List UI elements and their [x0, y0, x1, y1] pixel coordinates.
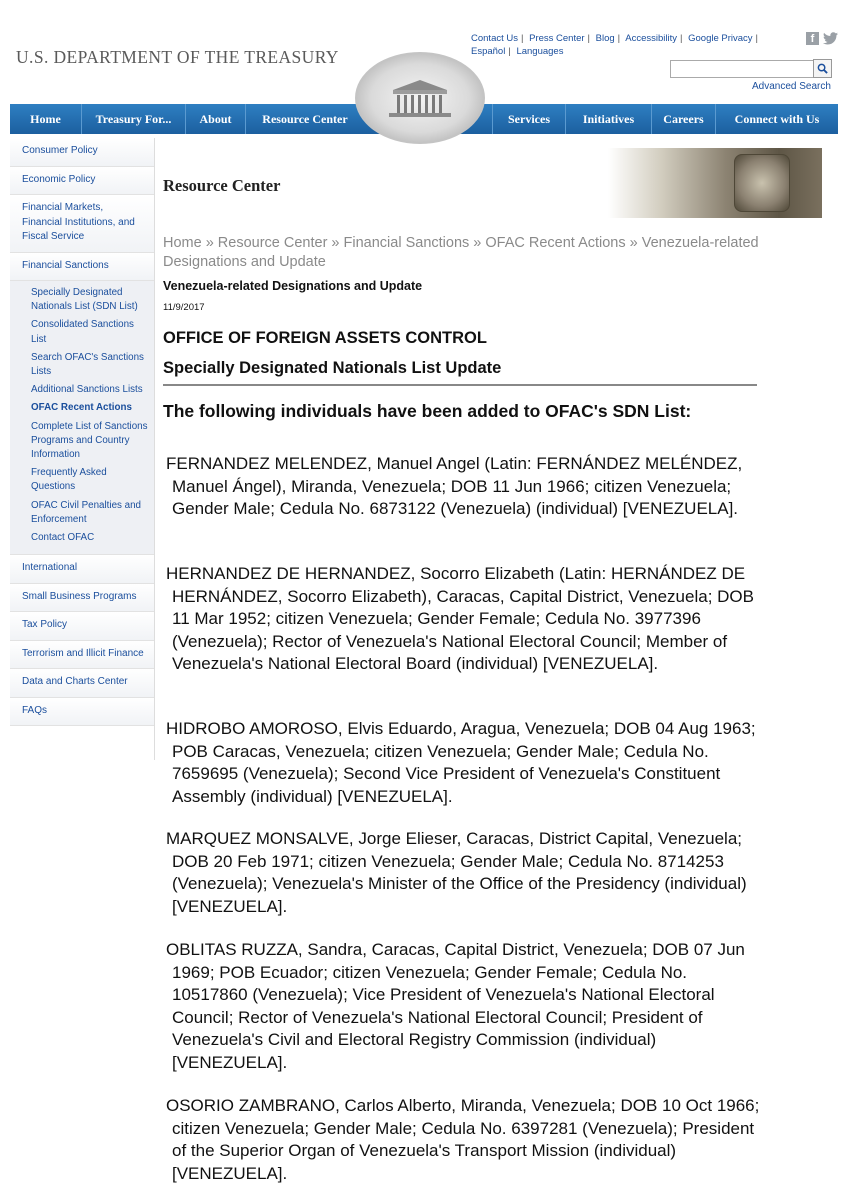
sidebar-item-international[interactable]: International [10, 555, 154, 584]
sidebar-subitem-sanctions-programs[interactable]: Complete List of Sanctions Programs and Country Information [31, 420, 148, 461]
site-title[interactable]: U.S. DEPARTMENT OF THE TREASURY [16, 47, 339, 67]
sidebar-subitem-contact-ofac[interactable]: Contact OFAC [31, 532, 95, 544]
nav-careers[interactable]: Careers [652, 104, 716, 134]
nav-services[interactable]: Services [492, 104, 566, 134]
sdn-entry [166, 1095, 766, 1185]
divider [163, 384, 757, 386]
sidebar-item-terrorism[interactable]: Terrorism and Illicit Finance [10, 641, 154, 670]
office-title: OFFICE OF FOREIGN ASSETS CONTROL [163, 329, 487, 347]
google-privacy-link[interactable]: Google Privacy [688, 33, 753, 44]
utility-links [471, 32, 761, 58]
facebook-icon[interactable]: f [806, 32, 819, 45]
nav-initiatives[interactable]: Initiatives [566, 104, 652, 134]
sidebar-item-faqs[interactable]: FAQs [10, 698, 154, 727]
press-center-link[interactable]: Press Center [529, 33, 585, 44]
sidebar-item-financial-sanctions[interactable]: Financial Sanctions [10, 253, 154, 282]
sidebar-subitem-ofac-recent-actions[interactable]: OFAC Recent Actions [31, 402, 132, 414]
sidebar-item-economic-policy[interactable]: Economic Policy [10, 167, 154, 196]
sdn-entry-text: FERNANDEZ MELENDEZ, Manuel Angel (Latin: FERNÁNDEZ MELÉNDEZ, Manuel Ángel), Miranda, Venezuela; DOB 11 Jun 1966; citizen Venezuela; Gender Male; Cedula No. 6873122 (Venezuela) (individual) [VENEZUELA]. [166, 454, 743, 518]
resource-center-banner [608, 148, 822, 218]
sdn-entry [166, 828, 766, 918]
nav-treasury-for[interactable]: Treasury For... [82, 104, 186, 134]
blog-link[interactable]: Blog [595, 33, 615, 44]
treasury-building-seal[interactable] [355, 52, 485, 144]
search-input[interactable] [670, 60, 818, 78]
nav-about[interactable]: About [186, 104, 246, 134]
treasury-building-icon [385, 78, 455, 118]
sdn-entry [166, 718, 766, 808]
sidebar-item-tax-policy[interactable]: Tax Policy [10, 612, 154, 641]
nav-home[interactable]: Home [10, 104, 82, 134]
separator: | [755, 33, 759, 44]
treasury-seal-icon [734, 154, 790, 212]
publish-date: 11/9/2017 [163, 302, 205, 313]
search-icon [817, 63, 828, 74]
sdn-entry-text: HERNANDEZ DE HERNANDEZ, Socorro Elizabeth (Latin: HERNÁNDEZ DE HERNÁNDEZ, Socorro Elizabeth), Caracas, Capital District, Venezuela; DOB 11 Mar 1952; citizen Venezuela; Gender Female; Cedula No. 3977396 (Venezuela); Rector of Venezuela's National Electoral Council; Member of Venezuela's National Electoral Board (individual) [VENEZUELA]. [166, 564, 754, 673]
separator: | [508, 46, 511, 57]
sidebar-submenu [10, 281, 154, 555]
sidebar-subitem-faq[interactable]: Frequently Asked Questions [31, 467, 107, 493]
sdn-entry-text: OBLITAS RUZZA, Sandra, Caracas, Capital District, Venezuela; DOB 07 Jun 1969; POB Ecuador; citizen Venezuela; Gender Female; Cedula No. 10517860 (Venezuela); Vice President of Venezuela's National Electoral Council; Rector of Venezuela's National Electoral Council; President of Venezuela's Civil and Electoral Registry Commission (individual) [VENEZUELA]. [166, 940, 745, 1072]
twitter-icon[interactable] [823, 32, 838, 45]
sidebar-item-consumer-policy[interactable]: Consumer Policy [10, 138, 154, 167]
sdn-update-title: Specially Designated Nationals List Update [163, 359, 502, 377]
section-title: Resource Center [163, 176, 281, 195]
sidebar-subitem-sdn-list[interactable]: Specially Designated Nationals List (SDN List) [31, 287, 138, 313]
contact-us-link[interactable]: Contact Us [471, 33, 518, 44]
sdn-entry-text: HIDROBO AMOROSO, Elvis Eduardo, Aragua, Venezuela; DOB 04 Aug 1963; POB Caracas, Venezuela; citizen Venezuela; Gender Male; Cedula No. 7659695 (Venezuela); Second Vice President of Venezuela's Constituent Assembly (individual) [VENEZUELA]. [166, 719, 756, 806]
sdn-entry-text: MARQUEZ MONSALVE, Jorge Elieser, Caracas, District Capital, Venezuela; DOB 20 Feb 1971; citizen Venezuela; Gender Male; Cedula No. 8714253 (Venezuela); Venezuela's Minister of the Office of the Presidency (individual) [VENEZUELA]. [166, 829, 747, 916]
added-individuals-heading: The following individuals have been added to OFAC's SDN List: [163, 401, 692, 421]
sidebar-item-data-charts[interactable]: Data and Charts Center [10, 669, 154, 698]
sidebar-subitem-search-ofac[interactable]: Search OFAC's Sanctions Lists [31, 351, 144, 378]
sidebar-item-financial-markets[interactable]: Financial Markets, Financial Institutions, and Fiscal Service [10, 195, 154, 253]
accessibility-link[interactable]: Accessibility [625, 33, 678, 44]
sdn-entry [166, 563, 766, 676]
sdn-entry-text: OSORIO ZAMBRANO, Carlos Alberto, Miranda, Venezuela; DOB 10 Oct 1966; citizen Venezuela; Gender Male; Cedula No. 6397281 (Venezuela); President of the Superior Organ of Venezuela's Transport Mission (individual) [VENEZUELA]. [166, 1096, 760, 1183]
nav-resource-center[interactable]: Resource Center [262, 112, 348, 126]
separator: | [521, 33, 524, 44]
separator: | [680, 33, 683, 44]
social-links [806, 32, 838, 45]
languages-link[interactable]: Languages [516, 46, 564, 57]
sidebar [10, 138, 155, 760]
sdn-entry [166, 453, 766, 521]
search-button[interactable] [813, 59, 832, 78]
nav-connect-with-us[interactable]: Connect with Us [734, 112, 820, 126]
sidebar-item-small-business[interactable]: Small Business Programs [10, 584, 154, 613]
advanced-search-link[interactable]: Advanced Search [752, 81, 831, 92]
separator: | [587, 33, 591, 44]
separator: | [617, 33, 621, 44]
sidebar-subitem-consolidated-list[interactable]: Consolidated Sanctions List [31, 319, 134, 345]
sdn-entry [166, 939, 766, 1074]
espanol-link[interactable]: Español [471, 46, 506, 57]
page-title: Venezuela-related Designations and Update [163, 279, 423, 293]
breadcrumb[interactable]: Home » Resource Center » Financial Sanctions » OFAC Recent Actions » Venezuela-related Designations and Update [163, 235, 759, 270]
sidebar-subitem-additional-lists[interactable]: Additional Sanctions Lists [31, 384, 143, 396]
sidebar-subitem-civil-penalties[interactable]: OFAC Civil Penalties and Enforcement [31, 499, 141, 525]
